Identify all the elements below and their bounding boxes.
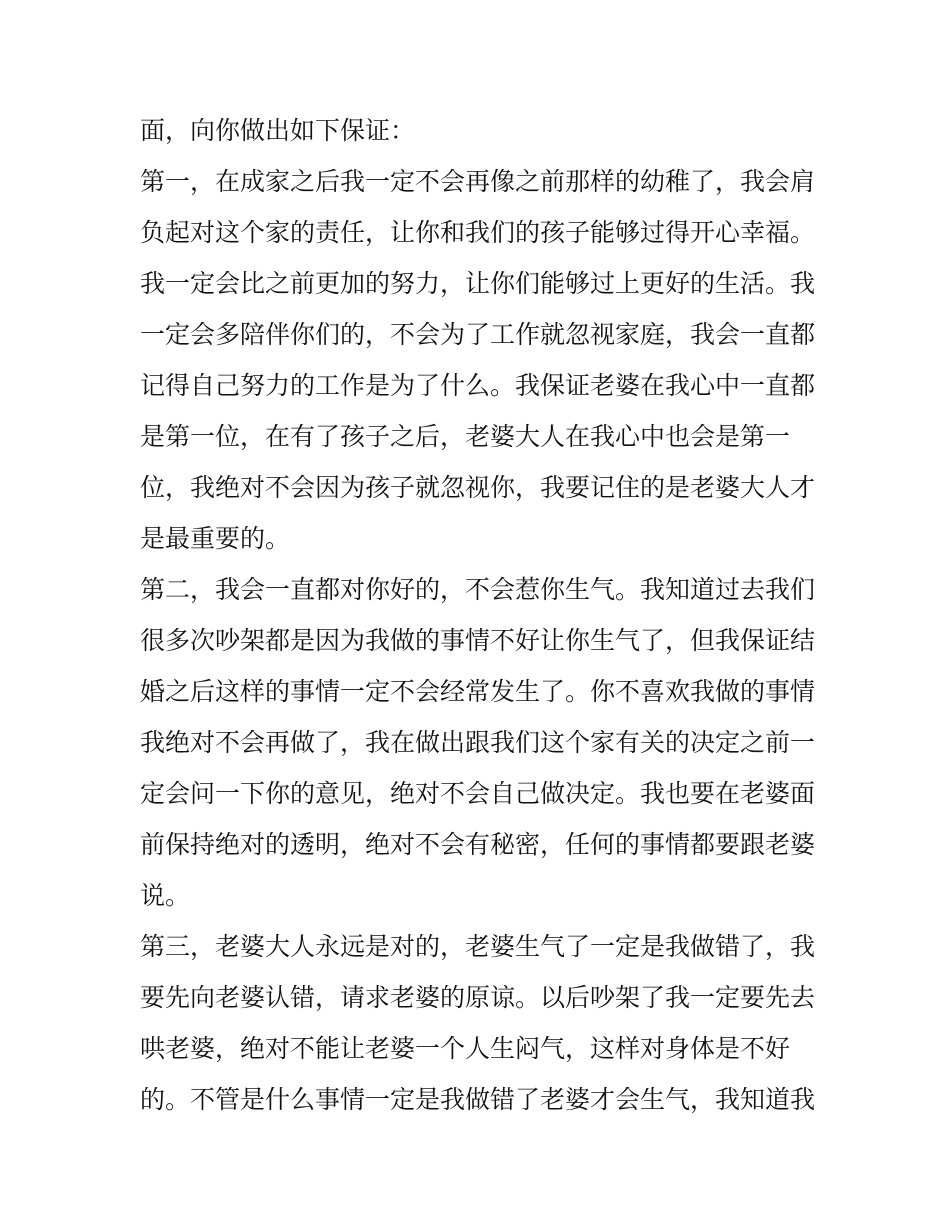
- text-line: 位，我绝对不会因为孩子就忽视你，我要记住的是老婆大人才: [140, 473, 816, 502]
- text-line: 是最重要的。: [140, 524, 291, 553]
- text-line: 负起对这个家的责任，让你和我们的孩子能够过得开心幸福。: [140, 218, 816, 247]
- text-line: 第一，在成家之后我一定不会再像之前那样的幼稚了，我会肩: [140, 167, 816, 196]
- text-line: 一定会多陪伴你们的，不会为了工作就忽视家庭，我会一直都: [140, 320, 816, 349]
- text-line: 说。: [140, 881, 191, 910]
- text-line: 婚之后这样的事情一定不会经常发生了。你不喜欢我做的事情: [140, 677, 816, 706]
- text-line: 是第一位，在有了孩子之后，老婆大人在我心中也会是第一: [140, 422, 791, 451]
- text-line: 记得自己努力的工作是为了什么。我保证老婆在我心中一直都: [140, 371, 816, 400]
- text-line: 面，向你做出如下保证：: [140, 116, 416, 145]
- text-line: 很多次吵架都是因为我做的事情不好让你生气了，但我保证结: [140, 626, 816, 655]
- text-line: 哄老婆，绝对不能让老婆一个人生闷气，这样对身体是不好: [140, 1034, 791, 1063]
- text-line: 第二，我会一直都对你好的，不会惹你生气。我知道过去我们: [140, 575, 816, 604]
- text-line: 我一定会比之前更加的努力，让你们能够过上更好的生活。我: [140, 269, 816, 298]
- text-line: 第三，老婆大人永远是对的，老婆生气了一定是我做错了，我: [140, 932, 816, 961]
- text-line: 前保持绝对的透明，绝对不会有秘密，任何的事情都要跟老婆: [140, 830, 816, 859]
- text-line: 我绝对不会再做了，我在做出跟我们这个家有关的决定之前一: [140, 728, 816, 757]
- document-body: [140, 105, 820, 1125]
- text-line: 定会问一下你的意见，绝对不会自己做决定。我也要在老婆面: [140, 779, 816, 808]
- text-line: 的。不管是什么事情一定是我做错了老婆才会生气，我知道我: [140, 1085, 816, 1114]
- text-line: 要先向老婆认错，请求老婆的原谅。以后吵架了我一定要先去: [140, 983, 816, 1012]
